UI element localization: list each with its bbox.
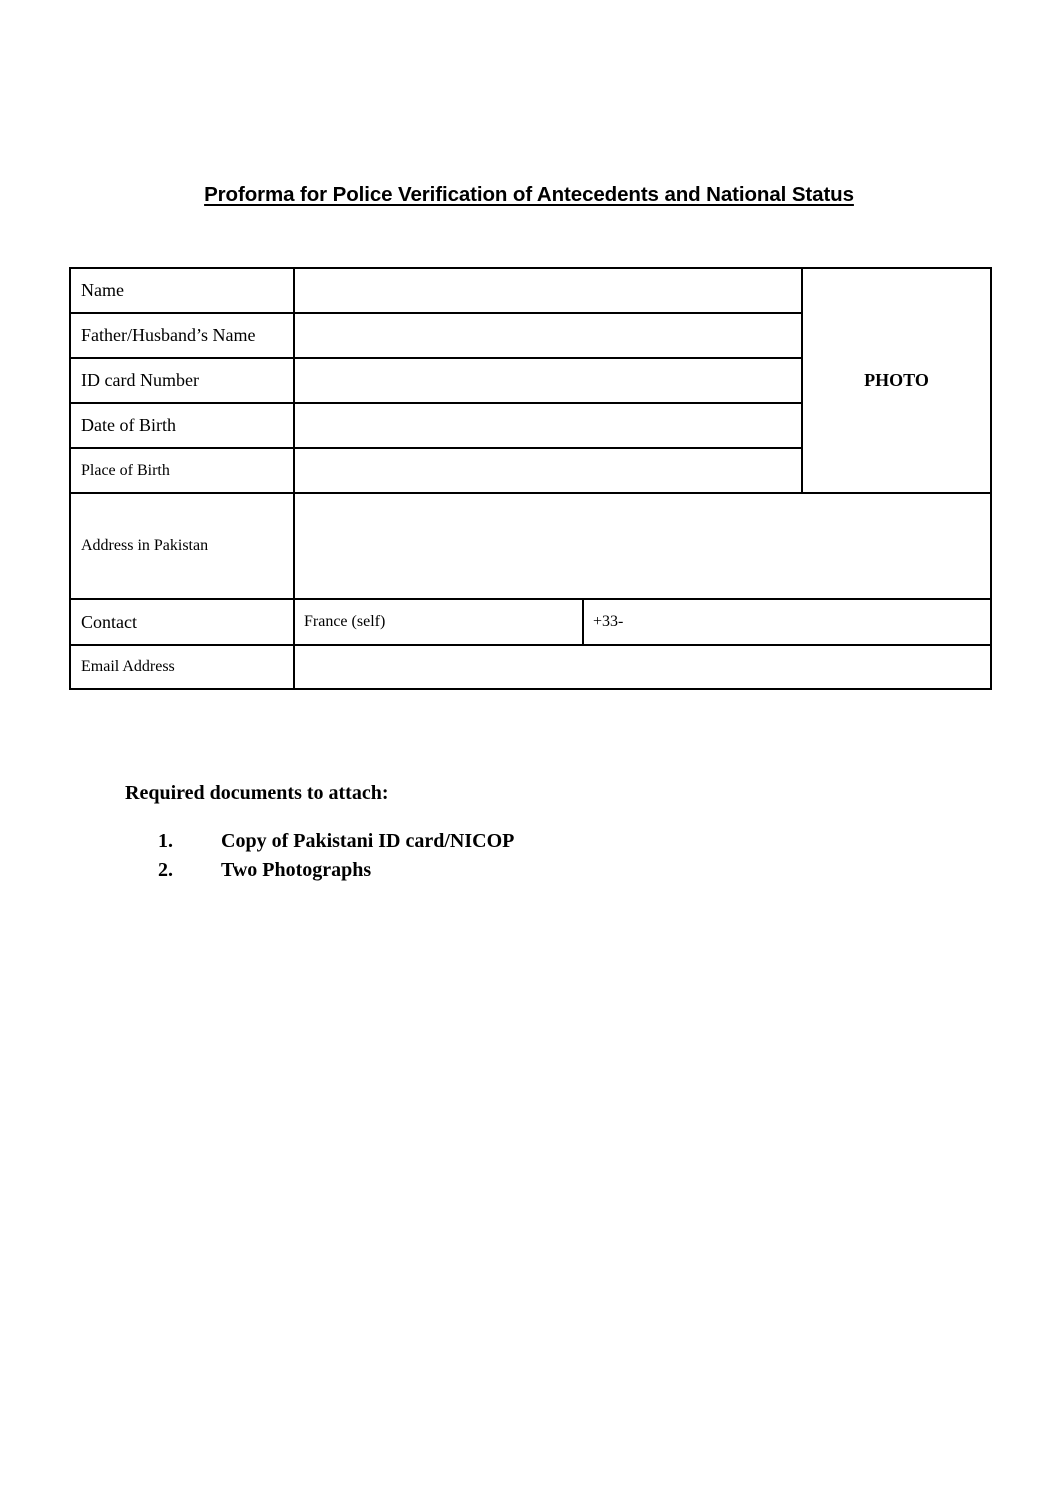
place-of-birth-label: Place of Birth — [70, 448, 294, 493]
required-documents-heading: Required documents to attach: — [125, 782, 389, 804]
date-of-birth-label: Date of Birth — [70, 403, 294, 448]
list-item — [125, 827, 514, 856]
contact-location: France (self) — [294, 599, 583, 645]
photo-box: PHOTO — [802, 268, 991, 493]
list-item-text: Two Photographs — [221, 859, 372, 881]
required-documents-section — [125, 782, 514, 885]
list-item — [125, 856, 514, 885]
father-husband-name-field[interactable] — [294, 313, 802, 358]
contact-label: Contact — [70, 599, 294, 645]
email-field[interactable] — [294, 645, 991, 689]
place-of-birth-field[interactable] — [294, 448, 802, 493]
list-item-number: 1. — [158, 830, 173, 852]
required-documents-list — [125, 827, 514, 885]
page-title: Proforma for Police Verification of Antecedents and National Status — [204, 183, 854, 206]
form-row-address — [70, 493, 991, 599]
verification-form-table — [69, 267, 992, 690]
contact-phone-field[interactable]: +33- — [583, 599, 991, 645]
name-field[interactable] — [294, 268, 802, 313]
id-card-number-field[interactable] — [294, 358, 802, 403]
name-label: Name — [70, 268, 294, 313]
form-row-email — [70, 645, 991, 689]
list-item-text: Copy of Pakistani ID card/NICOP — [221, 830, 515, 852]
form-row-contact — [70, 599, 991, 645]
list-item-number: 2. — [158, 859, 173, 881]
date-of-birth-field[interactable] — [294, 403, 802, 448]
address-label: Address in Pakistan — [70, 493, 294, 599]
form-row-name — [70, 268, 991, 313]
father-husband-name-label: Father/Husband’s Name — [70, 313, 294, 358]
address-field[interactable] — [294, 493, 991, 599]
id-card-number-label: ID card Number — [70, 358, 294, 403]
email-label: Email Address — [70, 645, 294, 689]
